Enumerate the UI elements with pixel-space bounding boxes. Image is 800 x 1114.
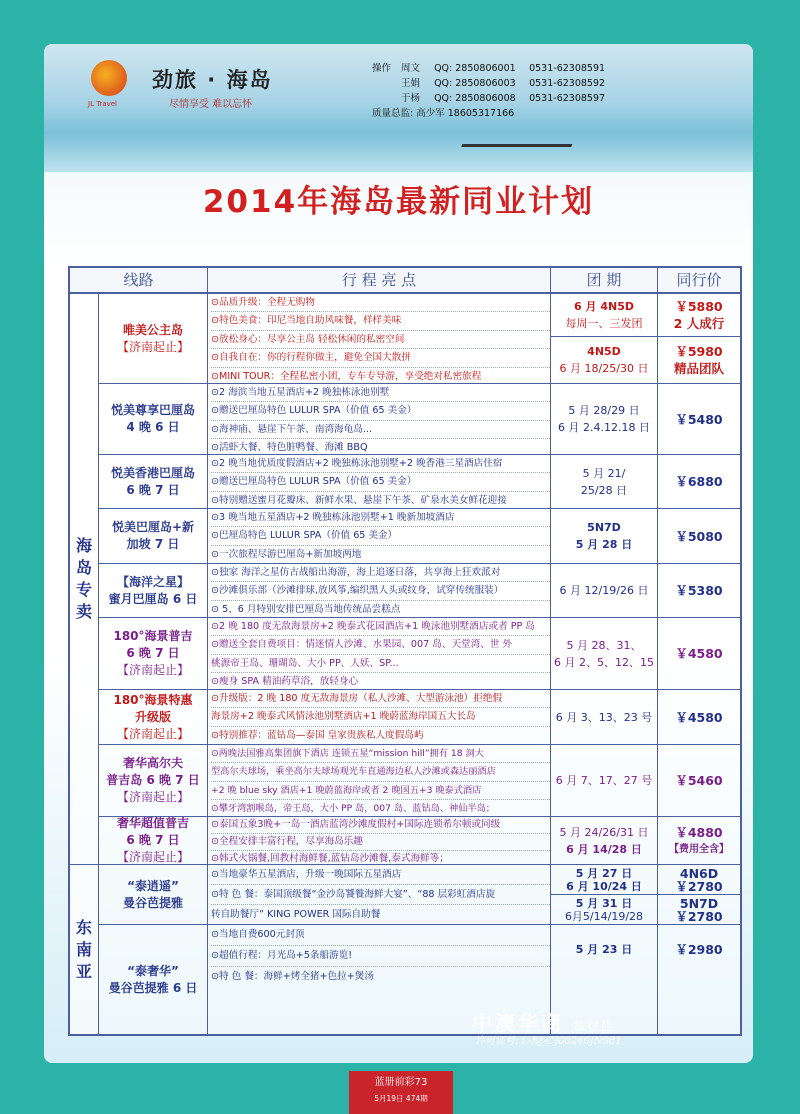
- brand-logo-icon: [91, 60, 127, 96]
- header-highlights: 行 程 亮 点: [208, 268, 551, 294]
- issue-tag: 蓝册前彩73 5月19日 474期: [349, 1071, 453, 1114]
- route-cell: 悦美香港巴厘岛 6 晚 7 日: [99, 455, 208, 509]
- highlights-cell: ⊙当地自费600元封顶 ⊙超值行程：月光岛+5条船游览! ⊙特 色 餐：海鲜+烤全猪+色拉+煲汤: [208, 925, 551, 1034]
- dates-cell: 5 月 28、31、 6 月 2、5、12、15: [551, 618, 658, 690]
- logo-subtext: JL Travel: [88, 100, 117, 108]
- quality-director: 质量总监: 高少军 18605317166: [372, 108, 515, 119]
- dates-cell: 5 月 21/ 25/28 日: [551, 455, 658, 509]
- route-cell: 180°海景普吉 6 晚 7 日 【济南起止】: [99, 618, 208, 690]
- header-price: 同行价: [658, 268, 740, 294]
- highlights-cell: ⊙品质升级：全程无购物 ⊙特色美食：印尼当地自助风味餐，样样美味 ⊙放松身心：尽享公主岛 轻松休闲的私密空间 ⊙自我自在：你的行程你做主，避免全国大散拼 ⊙MINI TOUR：全程私密小团，专车专导游，享受绝对私密旅程: [208, 294, 551, 384]
- price-cell: 4N6D ￥2780: [658, 865, 740, 895]
- price-cell: ￥6880: [658, 455, 740, 509]
- price-cell: ￥4580: [658, 618, 740, 690]
- boat-illustration: [461, 132, 576, 147]
- dates-cell: 6 月 3、13、23 号: [551, 690, 658, 745]
- license-number: 许可证号: L-BJ-CJ00240JN081: [475, 1036, 622, 1047]
- brand-slogan: 尽情享受 难以忘怀: [169, 99, 253, 110]
- header-banner: [44, 44, 753, 172]
- dates-cell: 4N5D 6 月 18/25/30 日: [551, 337, 658, 384]
- header-dates: 团 期: [551, 268, 658, 294]
- price-cell: 5N7D ￥2780: [658, 895, 740, 925]
- route-cell: 悦美巴厘岛+新 加坡 7 日: [99, 509, 208, 564]
- highlights-cell: ⊙2 海滨当地五星酒店+2 晚独栋泳池别墅 ⊙赠送巴厘岛特色 LULUR SPA（价值 65 美金） ⊙海神庙、悬崖下午茶、南湾海龟岛... ⊙活虾大餐、特色脏鸭餐、海滩 BBQ: [208, 384, 551, 455]
- price-cell: ￥5380: [658, 564, 740, 618]
- route-cell: 【海洋之星】 蜜月巴厘岛 6 日: [99, 564, 208, 618]
- price-cell: ￥5480: [658, 384, 740, 455]
- dates-cell: 5 月 31 日 6月5/14/19/28: [551, 895, 658, 925]
- highlights-cell: ⊙独家 海洋之星仿古战船出海游，海上追逐日落，共享海上狂欢派对 ⊙沙滩俱乐部（沙滩排球,放风筝,编织黑人头或纹身，试穿传统服装） ⊙ 5、6 月特别安排巴厘岛当地传统品尝糕点: [208, 564, 551, 618]
- contact-list: [372, 61, 605, 121]
- dates-cell: 6 月 12/19/26 日: [551, 564, 658, 618]
- dates-cell: 5 月 23 日: [551, 925, 658, 1034]
- dates-cell: 5 月 28/29 日 6 月 2.4.12.18 日: [551, 384, 658, 455]
- route-cell: 奢华超值普吉 6 晚 7 日 【济南起止】: [99, 817, 208, 865]
- region-island: 海岛专卖: [70, 294, 99, 865]
- header-route: 线路: [70, 268, 208, 294]
- price-cell: ￥2980: [675, 942, 723, 957]
- route-cell: 悦美尊享巴厘岛 4 晚 6 日: [99, 384, 208, 455]
- price-cell: ￥5980 精品团队: [658, 337, 740, 384]
- brand-name: 劲旅 · 海岛: [152, 68, 273, 92]
- itinerary-table: [68, 266, 742, 1036]
- highlights-cell: ⊙两晚法国雅高集团旗下酒店 连锁五星“mission hill”拥有 18 洞大 型高尔夫球场，乘坐高尔夫球场观光车直通海边私人沙滩或森达丽酒店 +2 晚 blue sky 酒店+1 晚蔚蓝海岸或者 2 晚国五+3 晚泰式酒店 ⊙攀牙湾割喉岛，帝王岛，大小 PP 岛，007 岛、蓝钻岛、神仙半岛；: [208, 745, 551, 817]
- page-sheet: [44, 44, 753, 1063]
- dates-cell: 6 月 7、17、27 号: [551, 745, 658, 817]
- contact-row: 操作 周文 QQ: 2850806001 0531-62308591: [372, 63, 606, 74]
- price-cell: ￥5080: [658, 509, 740, 564]
- price-cell: ￥5880 2 人成行: [658, 294, 740, 337]
- highlights-cell: ⊙当地豪华五星酒店，升级一晚国际五星酒店 ⊙特 色 餐：泰国顶级餐“金沙岛饕餮海鲜大宴”、“88 层彩虹酒店旋 转自助餐厅” KING POWER 国际自助餐: [208, 865, 551, 925]
- highlights-cell: ⊙2 晚当地优质度假酒店+2 晚独栋泳池别墅+2 晚香港三星酒店住宿 ⊙赠送巴厘岛特色 LULUR SPA（价值 65 美金） ⊙特别赠送蜜月花瓣床、新鲜水果、悬崖下午茶、矿泉水美女鲜花迎接: [208, 455, 551, 509]
- highlights-cell: ⊙泰国五象3晚+一岛一酒店蓝湾沙滩度假村+国际连锁希尔顿或同级 ⊙全程安排丰富行程，尽享海岛乐趣 ⊙韩式火锅餐,回教村海鲜餐,蓝钻岛沙滩餐,泰式海鲜等；: [208, 817, 551, 865]
- dates-cell: 5N7D 5 月 28 日: [551, 509, 658, 564]
- dates-cell: 6 月 4N5D 每周一、三发团: [551, 294, 658, 337]
- region-southeast-asia: 东南亚: [70, 865, 99, 1034]
- highlights-cell: ⊙3 晚当地五星酒店+2 晚独栋泳池别墅+1 晚新加坡酒店 ⊙巴厘岛特色 LULUR SPA（价值 65 美金） ⊙一次旅程尽游巴厘岛+新加坡两地: [208, 509, 551, 564]
- price-cell: ￥5460: [658, 745, 740, 817]
- route-cell: “泰奢华” 曼谷芭提雅 6 日: [99, 925, 208, 1034]
- price-cell: ￥4880 【费用全含】: [658, 817, 740, 865]
- highlights-cell: ⊙升级版：2 晚 180 度无敌海景房（私人沙滩、大型游泳池）拒绝假 海景房+2 晚泰式风情泳池别墅酒店+1 晚蔚蓝海岸国五大长岛 ⊙特别推荐：蓝钻岛—泰国 皇家贵族私人度假岛屿: [208, 690, 551, 745]
- price-cell: ￥4580: [658, 690, 740, 745]
- contact-row: 于杨 QQ: 2850806008 0531-62308597: [401, 93, 606, 104]
- agency-brand: 中澳华商 旅行社: [472, 1011, 613, 1035]
- page-title: 2014年海岛最新同业计划: [202, 184, 595, 220]
- route-cell: “泰逍遥” 曼谷芭提雅: [99, 865, 208, 925]
- highlights-cell: ⊙2 晚 180 度无敌海景房+2 晚泰式花园酒店+1 晚泳池别墅酒店或者 PP 岛 ⊙赠送全套自费项目：情迷情人沙滩、水果园、007 岛、天堂湾、世 外 桃源帝王岛、珊瑚岛、大小 PP、人妖、SP... ⊙瘦身 SPA 精油药草浴，放轻身心: [208, 618, 551, 690]
- dates-cell: 5 月 24/26/31 日 6 月 14/28 日: [551, 817, 658, 865]
- route-cell: 180°海景特惠 升级版 【济南起止】: [99, 690, 208, 745]
- route-cell: 唯美公主岛 【济南起止】: [99, 294, 208, 384]
- contact-row: 王娟 QQ: 2850806003 0531-62308592: [401, 78, 606, 89]
- route-cell: 奢华高尔夫 普吉岛 6 晚 7 日 【济南起止】: [99, 745, 208, 817]
- dates-cell: 5 月 27 日 6 月 10/24 日: [551, 865, 658, 895]
